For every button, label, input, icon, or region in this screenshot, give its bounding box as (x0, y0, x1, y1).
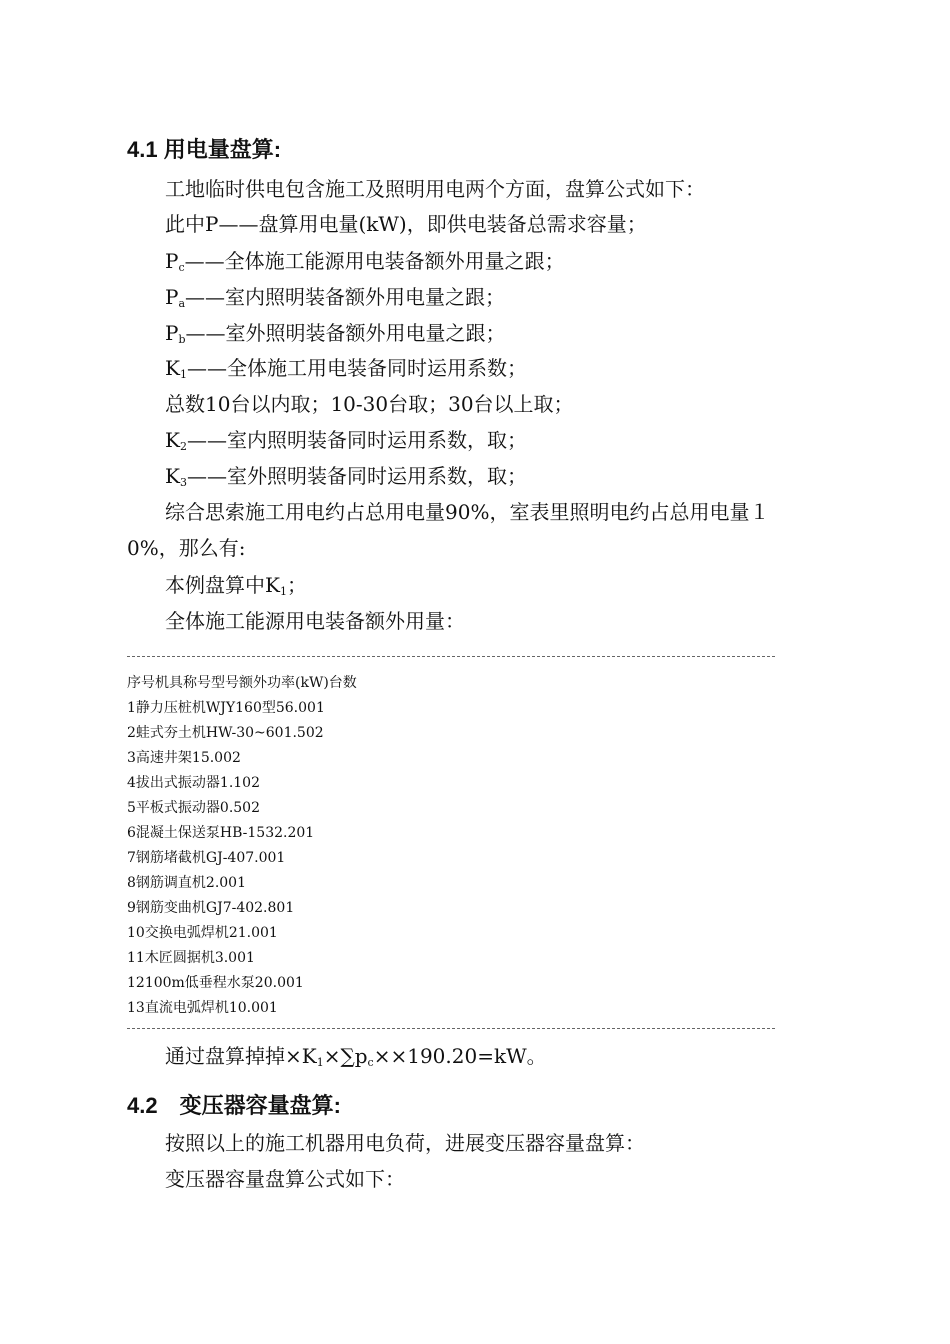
table-row: 10交换电弧焊机21.001 (127, 925, 278, 941)
symbol-base: K (165, 356, 180, 380)
table-bottom-divider (127, 1028, 775, 1029)
symbol-subscript: b (178, 333, 186, 346)
symbol-subscript: 1 (279, 585, 287, 598)
table-row: 7钢筋堵截机GJ-407.001 (127, 850, 286, 866)
definition-text: ——室内照明装备同时运用系数，取； (186, 428, 527, 452)
calc-part-1: 通过盘算掉掉×K (165, 1044, 317, 1068)
table-row: 13直流电弧焊机10.001 (127, 1000, 278, 1016)
definition-text: ——室外照明装备额外用电量之跟； (185, 321, 506, 345)
symbol-base: P (165, 249, 179, 273)
symbol-base: K (165, 428, 180, 452)
summary-line-1: 综合思索施工用电约占总用电量90%，室表里照明电约占总用电量１ (165, 500, 770, 524)
section-heading-4-1: 4.1 用电量盘算: (127, 137, 282, 162)
k3-definition-line (165, 463, 527, 489)
summary-line-2: 0%，那么有: (127, 536, 246, 560)
k1-definition-line (165, 355, 527, 381)
section-heading-4-2: 4.2 变压器容量盘算: (127, 1093, 341, 1118)
table-row: 12100m低垂程水泵20.001 (127, 975, 304, 991)
symbol-base: P (165, 321, 179, 345)
calculation-line (165, 1043, 547, 1069)
p-definition-line: 此中P——盘算用电量(kW)，即供电装备总需求容量； (165, 212, 647, 236)
symbol-subscript: c (178, 261, 185, 274)
table-row: 8钢筋调直机2.001 (127, 875, 246, 891)
symbol-subscript: a (178, 297, 186, 310)
symbol-subscript: 2 (179, 440, 187, 453)
calc-part-3: ××190.20=kW。 (373, 1044, 547, 1068)
definition-text: ——室外照明装备同时运用系数，取； (186, 464, 527, 488)
transformer-intro-line: 按照以上的施工机器用电负荷，进展变压器容量盘算： (165, 1131, 645, 1155)
example-prefix: 本例盘算中K (165, 573, 280, 597)
table-row: 6混凝土保送泵HB-1532.201 (127, 825, 315, 841)
table-top-divider (127, 656, 775, 657)
definition-text: ——室内照明装备额外用电量之跟； (185, 285, 506, 309)
equipment-table (127, 671, 357, 1021)
symbol-subscript: 3 (179, 476, 187, 489)
definition-text: ——全体施工能源用电装备额外用量之跟； (184, 249, 565, 273)
pc-definition-line (165, 248, 565, 274)
k2-definition-line (165, 427, 527, 453)
pb-definition-line (165, 320, 506, 346)
table-header: 序号机具称号型号额外功率(kW)台数 (127, 675, 357, 691)
example-line (165, 572, 307, 598)
transformer-formula-line: 变压器容量盘算公式如下： (165, 1167, 405, 1191)
table-row: 4拔出式振动器1.102 (127, 775, 260, 791)
table-row: 5平板式振动器0.502 (127, 800, 260, 816)
table-row: 3高速井架15.002 (127, 750, 241, 766)
symbol-subscript: c (367, 1056, 374, 1069)
symbol-base: P (165, 285, 179, 309)
example-suffix: ； (286, 573, 307, 597)
count-rule-line: 总数10台以内取；10-30台取；30台以上取； (165, 392, 574, 416)
table-row: 1静力压桩机WJY160型56.001 (127, 700, 325, 716)
equipment-intro-line: 全体施工能源用电装备额外用量： (165, 609, 465, 633)
calc-part-2: ×∑p (323, 1044, 368, 1068)
symbol-subscript: 1 (179, 368, 187, 381)
table-row: 11木匠圆据机3.001 (127, 950, 255, 966)
table-row: 9钢筋变曲机GJ7-402.801 (127, 900, 295, 916)
symbol-subscript: 1 (316, 1056, 324, 1069)
definition-text: ——全体施工用电装备同时运用系数； (186, 356, 527, 380)
table-row: 2蛙式夯土机HW-30~601.502 (127, 725, 324, 741)
pa-definition-line (165, 284, 505, 310)
intro-line: 工地临时供电包含施工及照明用电两个方面，盘算公式如下： (165, 177, 705, 201)
symbol-base: K (165, 464, 180, 488)
